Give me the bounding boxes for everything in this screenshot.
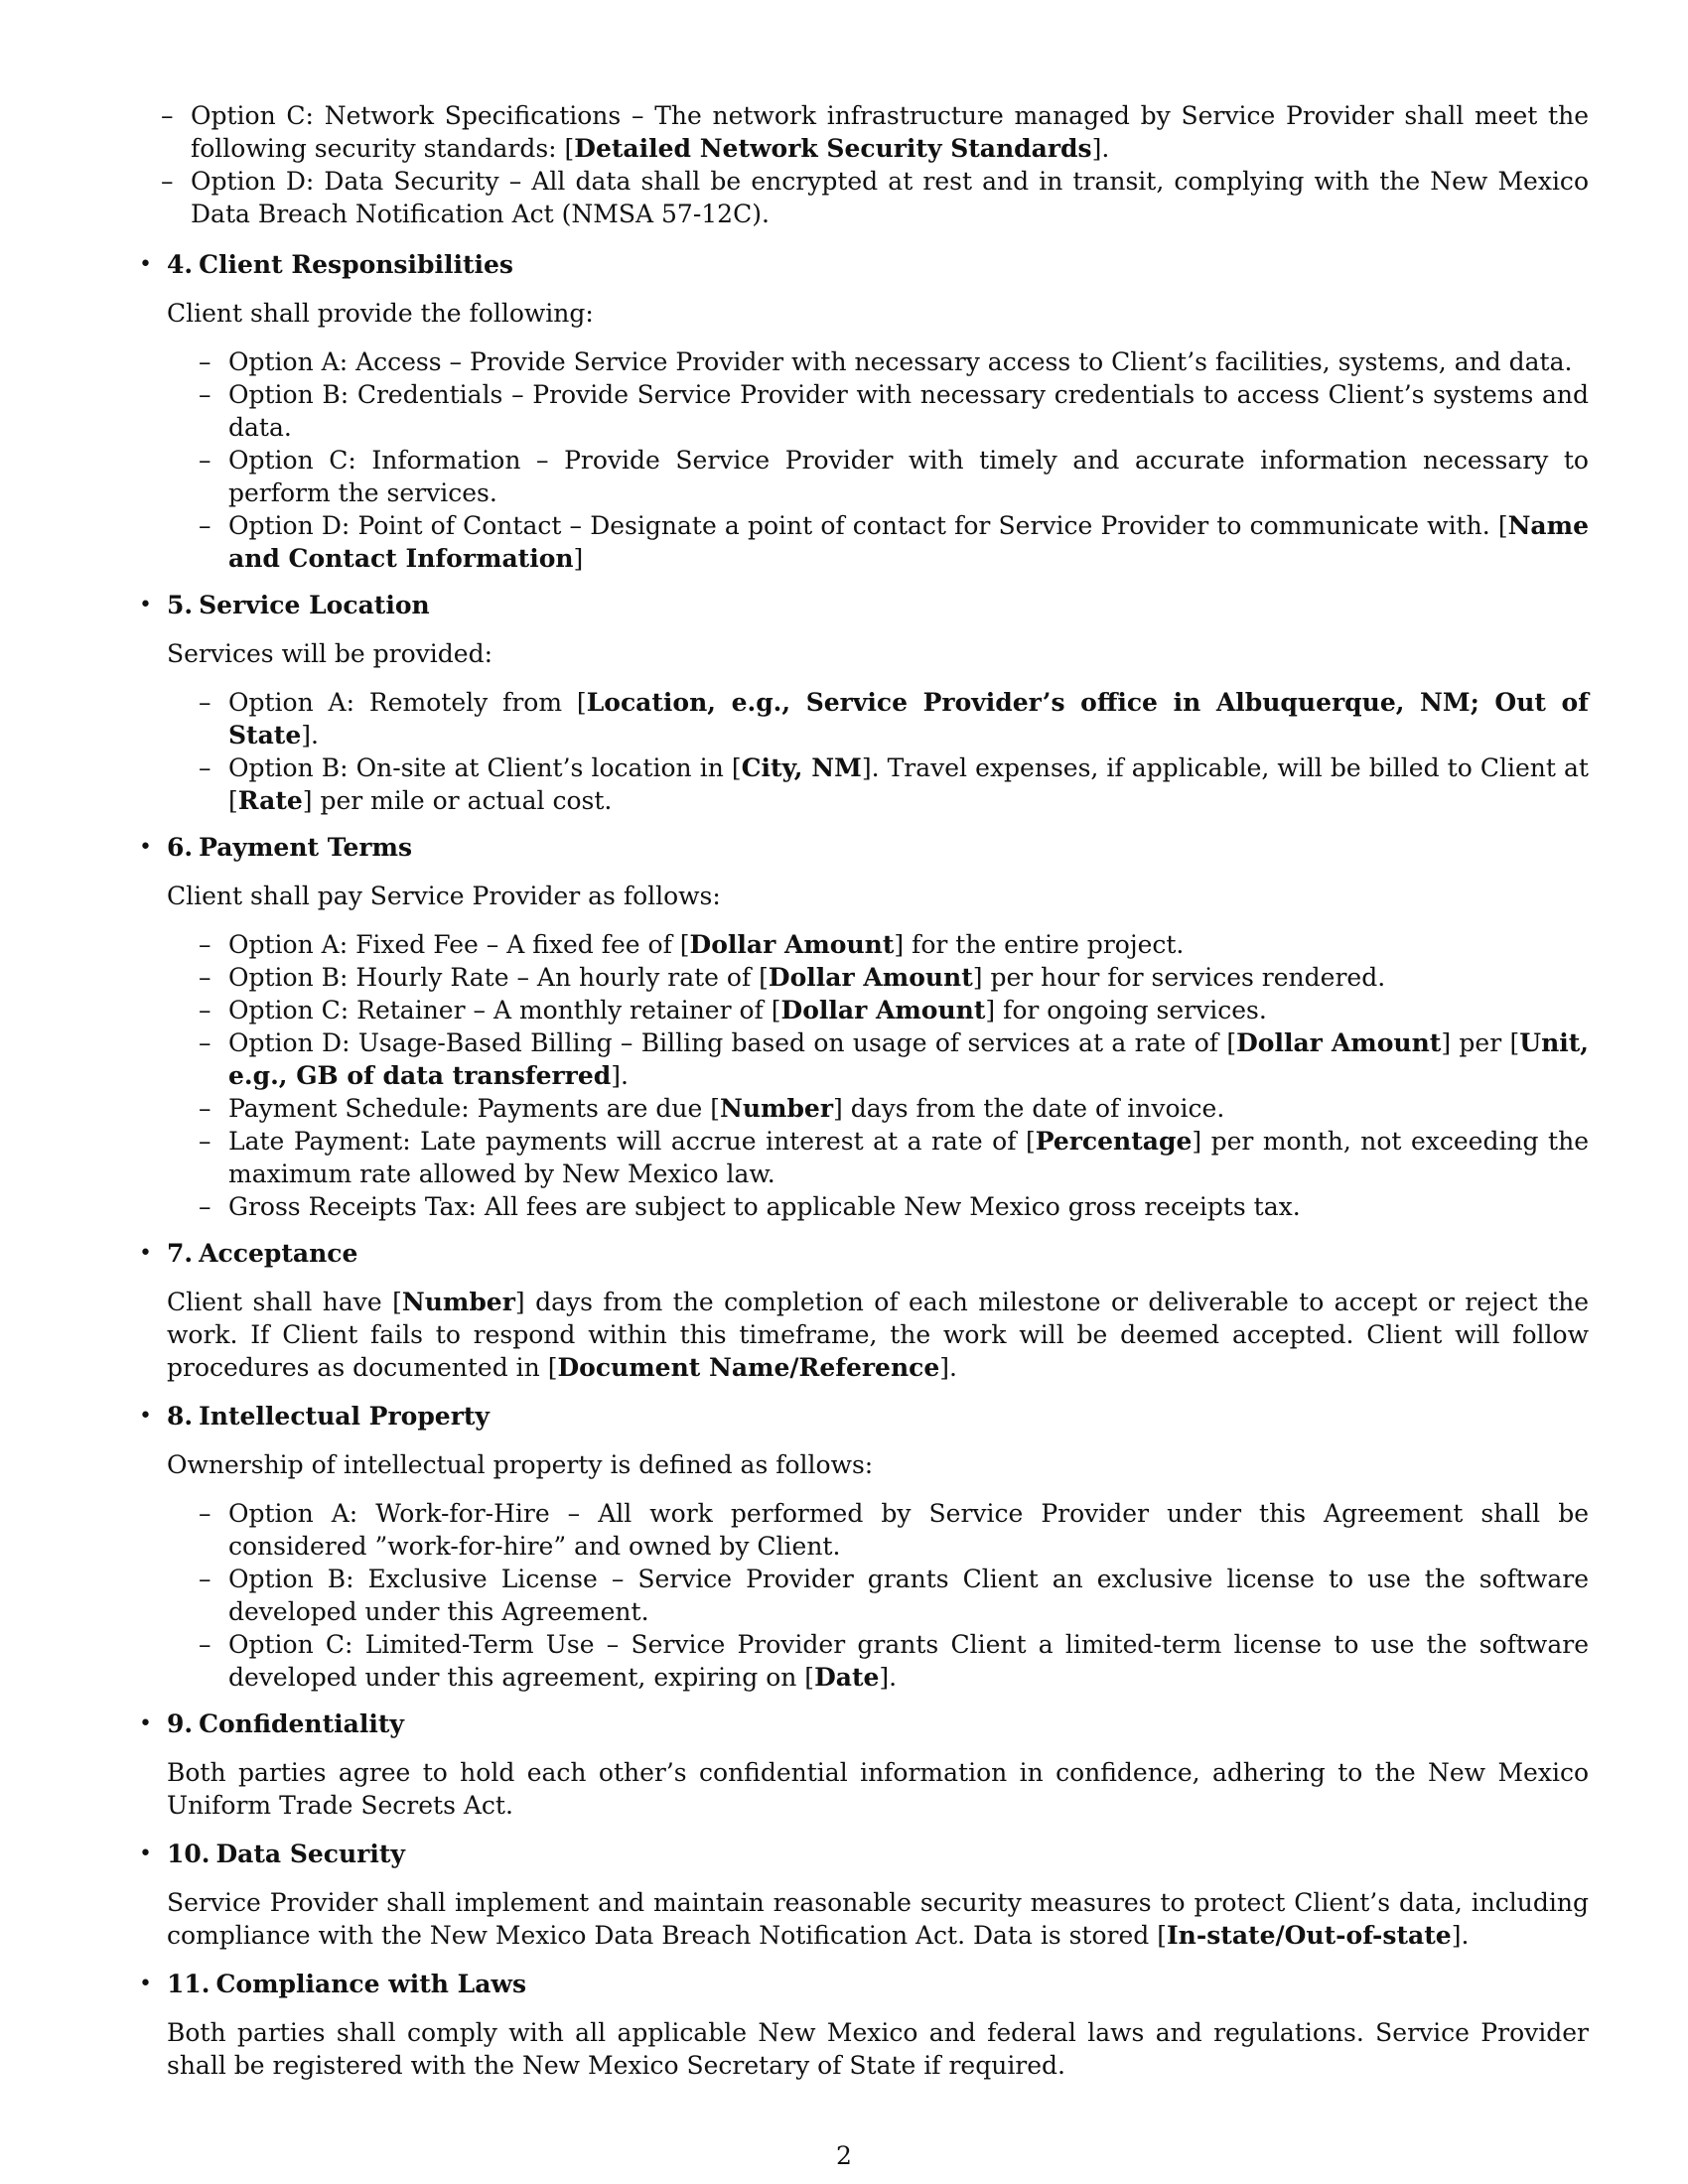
option-item bbox=[199, 1026, 1589, 1092]
section-7 bbox=[129, 1237, 1589, 1384]
section-5 bbox=[129, 589, 1589, 817]
text-run: ]. bbox=[879, 1663, 898, 1692]
text-run: Option B: On-site at Client’s location in [ bbox=[228, 753, 742, 782]
text-run: Option B: Hourly Rate – An hourly rate of [ bbox=[228, 963, 769, 992]
option-item bbox=[199, 686, 1589, 751]
text-run: Option D: Data Security – All data shall be encrypted at rest and in transit, complying with the New Mexico Data Breach Notification Act (NMSA 57-12C). bbox=[191, 167, 1589, 228]
bullet-marker: • bbox=[139, 1972, 152, 1996]
option-item bbox=[199, 378, 1589, 444]
dash-marker: – bbox=[199, 347, 211, 376]
bullet-marker: • bbox=[139, 1404, 152, 1429]
placeholder-field: Document Name/Reference bbox=[557, 1353, 940, 1382]
option-item bbox=[199, 1563, 1589, 1628]
text-run: Gross Receipts Tax: All fees are subject to applicable New Mexico gross receipts tax. bbox=[228, 1192, 1301, 1221]
placeholder-field: Name and Contact Information bbox=[228, 511, 1589, 573]
document-body bbox=[129, 99, 1589, 2098]
section-intro bbox=[167, 2016, 1589, 2082]
text-run: ] for ongoing services. bbox=[985, 996, 1267, 1024]
option-item bbox=[161, 99, 1589, 165]
section-heading bbox=[167, 248, 1589, 281]
dash-marker: – bbox=[199, 1565, 211, 1593]
dash-marker: – bbox=[199, 380, 211, 409]
text-run: Payment Schedule: Payments are due [ bbox=[228, 1094, 720, 1123]
text-run: Client shall have [ bbox=[167, 1288, 402, 1316]
text-run: Both parties agree to hold each other’s confidential information in confidence, adhering to the New Mexico Uniform Trade Secrets Act. bbox=[167, 1758, 1589, 1820]
options-list bbox=[167, 1497, 1589, 1694]
section-title: Acceptance bbox=[199, 1239, 358, 1268]
section-heading bbox=[167, 1707, 1589, 1740]
dash-marker: – bbox=[161, 167, 174, 196]
text-run: ]. bbox=[1451, 1921, 1470, 1950]
placeholder-field: Detailed Network Security Standards bbox=[574, 134, 1092, 163]
placeholder-field: Dollar Amount bbox=[689, 930, 895, 959]
text-run: Option A: Work-for-Hire – All work performed by Service Provider under this Agreement shall be considered ”work-for-hire” and owned by Client. bbox=[228, 1499, 1589, 1561]
dash-marker: – bbox=[199, 1499, 211, 1528]
text-run: Option A: Remotely from [ bbox=[228, 688, 587, 717]
placeholder-field: Dollar Amount bbox=[780, 996, 986, 1024]
section-heading bbox=[167, 1400, 1589, 1433]
section-title: Client Responsibilities bbox=[199, 250, 513, 279]
option-item bbox=[199, 345, 1589, 378]
text-run: ] days from the completion of each milestone or deliverable to accept or reject the work. If Client fails to respond within this timeframe, the work will be deemed accepted. Client will follow procedures as documented in [ bbox=[167, 1288, 1589, 1382]
text-run: ] per hour for services rendered. bbox=[972, 963, 1386, 992]
section-intro bbox=[167, 880, 1589, 912]
section-heading bbox=[167, 1237, 1589, 1270]
section-10 bbox=[129, 1838, 1589, 1952]
text-run: Option C: Retainer – A monthly retainer of [ bbox=[228, 996, 781, 1024]
options-list bbox=[167, 928, 1589, 1223]
text-run: Option B: Exclusive License – Service Provider grants Client an exclusive license to use the software developed under this Agreement. bbox=[228, 1565, 1589, 1626]
dash-marker: – bbox=[199, 446, 211, 475]
option-item bbox=[199, 444, 1589, 509]
placeholder-field: City, NM bbox=[741, 753, 862, 782]
dash-marker: – bbox=[161, 101, 174, 130]
section-4 bbox=[129, 248, 1589, 575]
option-item bbox=[199, 928, 1589, 961]
section-title: Payment Terms bbox=[199, 833, 413, 862]
section-heading bbox=[167, 589, 1589, 621]
text-run: ]. bbox=[611, 1061, 629, 1090]
page-number: 2 bbox=[836, 2141, 852, 2170]
text-run: Option A: Access – Provide Service Provider with necessary access to Client’s facilities, systems, and data. bbox=[228, 347, 1573, 376]
placeholder-field: Location, e.g., Service Provider’s office in Albuquerque, NM; Out of State bbox=[228, 688, 1589, 750]
section-intro bbox=[167, 297, 1589, 330]
section-intro bbox=[167, 1756, 1589, 1822]
section-9 bbox=[129, 1707, 1589, 1822]
placeholder-field: Percentage bbox=[1035, 1127, 1193, 1156]
text-run: Client shall provide the following: bbox=[167, 299, 594, 328]
dash-marker: – bbox=[199, 996, 211, 1024]
placeholder-field: Number bbox=[719, 1094, 834, 1123]
section-number: 11. bbox=[167, 1970, 211, 1998]
section-title: Data Security bbox=[215, 1840, 405, 1868]
text-run: ] per mile or actual cost. bbox=[302, 786, 613, 815]
section-title: Compliance with Laws bbox=[215, 1970, 527, 1998]
text-run: Services will be provided: bbox=[167, 639, 492, 668]
dash-marker: – bbox=[199, 1192, 211, 1221]
section-number: 9. bbox=[167, 1709, 194, 1738]
options-list bbox=[167, 686, 1589, 817]
text-run: ]. bbox=[939, 1353, 957, 1382]
placeholder-field: Dollar Amount bbox=[768, 963, 973, 992]
section-number: 6. bbox=[167, 833, 194, 862]
bullet-marker: • bbox=[139, 1842, 152, 1866]
section-title: Intellectual Property bbox=[199, 1402, 490, 1431]
placeholder-field: Rate bbox=[237, 786, 303, 815]
option-item bbox=[161, 165, 1589, 230]
section-number: 7. bbox=[167, 1239, 194, 1268]
option-item bbox=[199, 1190, 1589, 1223]
section-number: 10. bbox=[167, 1840, 211, 1868]
text-run: Option C: Limited-Term Use – Service Provider grants Client a limited-term license to use the software developed under this agreement, expiring on [ bbox=[228, 1630, 1589, 1692]
continued-options-list bbox=[129, 99, 1589, 230]
text-run: ]. Travel expenses, if applicable, will be billed to Client at [ bbox=[228, 753, 1589, 815]
option-item bbox=[199, 1497, 1589, 1563]
text-run: Late Payment: Late payments will accrue interest at a rate of [ bbox=[228, 1127, 1036, 1156]
text-run: ] days from the date of invoice. bbox=[833, 1094, 1225, 1123]
bullet-marker: • bbox=[139, 1711, 152, 1736]
section-number: 8. bbox=[167, 1402, 194, 1431]
dash-marker: – bbox=[199, 963, 211, 992]
bullet-marker: • bbox=[139, 1241, 152, 1266]
option-item bbox=[199, 509, 1589, 575]
placeholder-field: Dollar Amount bbox=[1236, 1028, 1442, 1057]
text-run: Option C: Network Specifications – The network infrastructure managed by Service Provider shall meet the following security standards: [ bbox=[191, 101, 1589, 163]
option-item bbox=[199, 751, 1589, 817]
text-run: ] per month, not exceeding the maximum rate allowed by New Mexico law. bbox=[228, 1127, 1589, 1188]
text-run: Option A: Fixed Fee – A fixed fee of [ bbox=[228, 930, 690, 959]
bullet-marker: • bbox=[139, 252, 152, 277]
dash-marker: – bbox=[199, 930, 211, 959]
section-title: Service Location bbox=[199, 591, 430, 619]
dash-marker: – bbox=[199, 753, 211, 782]
dash-marker: – bbox=[199, 511, 211, 540]
bullet-marker: • bbox=[139, 593, 152, 617]
option-item bbox=[199, 1125, 1589, 1190]
text-run: Both parties shall comply with all applicable New Mexico and federal laws and regulations. Service Provider shall be registered with the New Mexico Secretary of State if required. bbox=[167, 2018, 1589, 2080]
section-11 bbox=[129, 1968, 1589, 2082]
section-intro bbox=[167, 637, 1589, 670]
options-list bbox=[167, 345, 1589, 575]
dash-marker: – bbox=[199, 1094, 211, 1123]
option-item bbox=[199, 1628, 1589, 1694]
section-number: 5. bbox=[167, 591, 194, 619]
placeholder-field: Number bbox=[401, 1288, 515, 1316]
dash-marker: – bbox=[199, 1127, 211, 1156]
text-run: Ownership of intellectual property is defined as follows: bbox=[167, 1450, 874, 1479]
text-run: ]. bbox=[301, 721, 319, 750]
text-run: ] for the entire project. bbox=[894, 930, 1185, 959]
option-item bbox=[199, 961, 1589, 994]
section-heading bbox=[167, 831, 1589, 864]
option-item bbox=[199, 1092, 1589, 1125]
text-run: Option B: Credentials – Provide Service Provider with necessary credentials to access Client’s systems and data. bbox=[228, 380, 1589, 442]
section-number: 4. bbox=[167, 250, 194, 279]
dash-marker: – bbox=[199, 1630, 211, 1659]
dash-marker: – bbox=[199, 1028, 211, 1057]
section-heading bbox=[167, 1838, 1589, 1870]
option-item bbox=[199, 994, 1589, 1026]
text-run: ] per [ bbox=[1441, 1028, 1520, 1057]
placeholder-field: In-state/Out-of-state bbox=[1166, 1921, 1452, 1950]
bullet-marker: • bbox=[139, 835, 152, 860]
section-intro bbox=[167, 1448, 1589, 1481]
section-title: Confidentiality bbox=[199, 1709, 404, 1738]
text-run: Option C: Information – Provide Service Provider with timely and accurate information necessary to perform the services. bbox=[228, 446, 1589, 507]
section-heading bbox=[167, 1968, 1589, 2000]
section-intro bbox=[167, 1886, 1589, 1952]
placeholder-field: Unit, e.g., GB of data transferred bbox=[228, 1028, 1589, 1090]
section-6 bbox=[129, 831, 1589, 1223]
sections-container bbox=[129, 248, 1589, 2082]
text-run: ] bbox=[573, 544, 584, 573]
placeholder-field: Date bbox=[814, 1663, 880, 1692]
text-run: Client shall pay Service Provider as follows: bbox=[167, 882, 721, 910]
dash-marker: – bbox=[199, 688, 211, 717]
section-intro bbox=[167, 1286, 1589, 1384]
text-run: Option D: Usage-Based Billing – Billing based on usage of services at a rate of [ bbox=[228, 1028, 1237, 1057]
section-8 bbox=[129, 1400, 1589, 1694]
text-run: Option D: Point of Contact – Designate a point of contact for Service Provider to communicate with. [ bbox=[228, 511, 1508, 540]
text-run: Service Provider shall implement and maintain reasonable security measures to protect Client’s data, including compliance with the New Mexico Data Breach Notification Act. Data is stored [ bbox=[167, 1888, 1589, 1950]
text-run: ]. bbox=[1091, 134, 1110, 163]
